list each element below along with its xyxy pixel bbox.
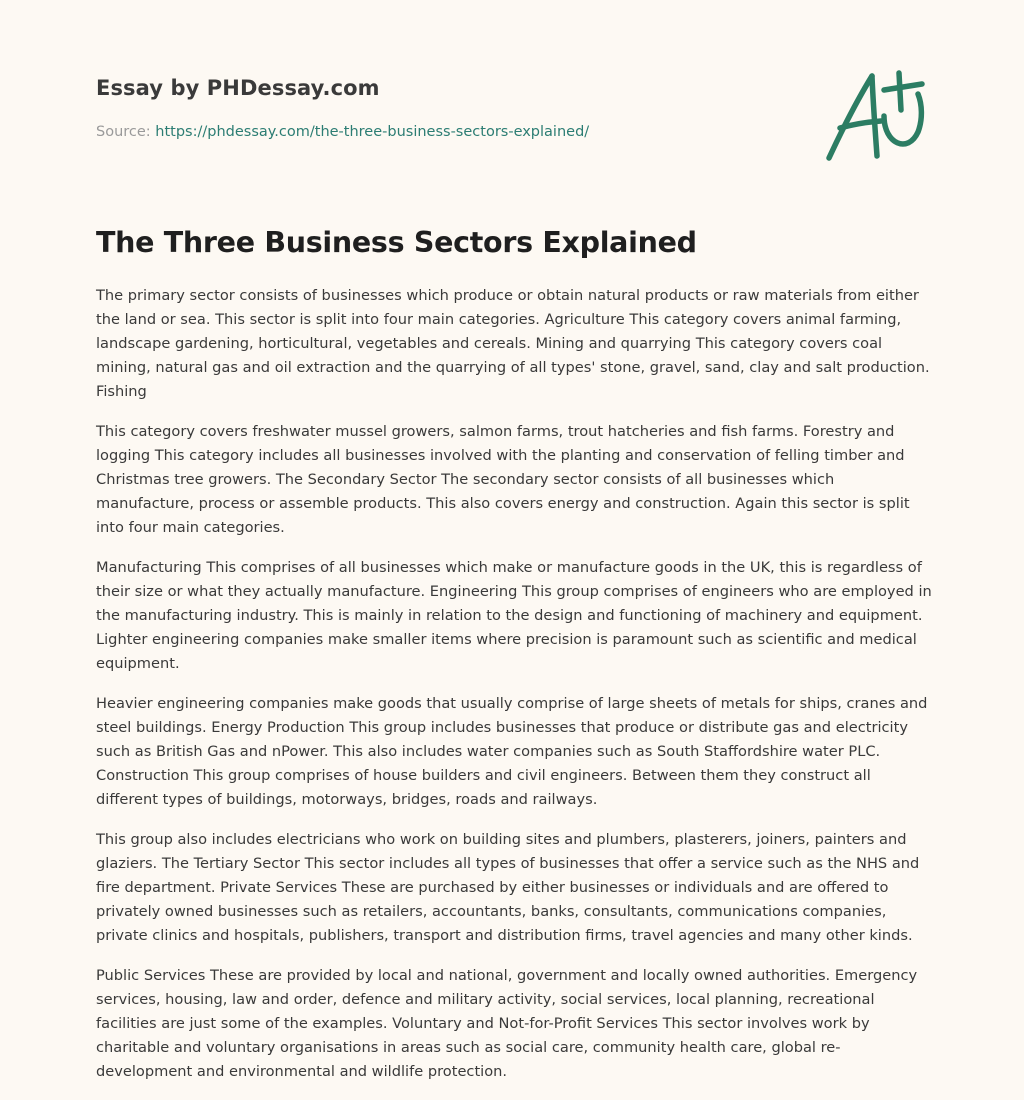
- source-link[interactable]: https://phdessay.com/the-three-business-sectors-explained/: [155, 124, 590, 140]
- a-plus-icon: [818, 66, 930, 166]
- source-label: Source:: [96, 124, 151, 140]
- essay-paragraph: Manufacturing This comprises of all businesses which make or manufacture goods in the UK, this is regardless of their size or what they actually manufacture. Engineering This group comprises of engineers who are employed in the manufacturing industry. This is mainly in relation to the design and functioning of machinery and equipment. Lighter engineering companies make smaller items where precision is paramount such as scientific and medical equipment.: [96, 559, 932, 672]
- essay-title: The Three Business Sectors Explained: [96, 226, 697, 259]
- essay-paragraph: Public Services These are provided by local and national, government and locally owned authorities. Emergency services, housing, law and order, defence and military activity, social services, local planning, recreational facilities are just some of the examples. Voluntary and Not-for-Profit Services This sector involves work by charitable and voluntary organisations in areas such as social care, community health care, global re-development and environmental and wildlife protection.: [96, 967, 918, 1080]
- essay-body: [96, 284, 932, 1100]
- source-line: [96, 124, 589, 140]
- essay-paragraph: The primary sector consists of businesses which produce or obtain natural products or raw materials from either the land or sea. This sector is split into four main categories. Agriculture This category covers animal farming, landscape gardening, horticultural, vegetables and cereals. Mining and quarrying This category covers coal mining, natural gas and oil extraction and the quarrying of all types' stone, gravel, sand, clay and salt production. Fishing: [96, 287, 930, 400]
- essay-paragraph: This group also includes electricians who work on building sites and plumbers, plasterers, joiners, painters and glaziers. The Tertiary Sector This sector includes all types of businesses that offer a service such as the NHS and fire department. Private Services These are purchased by either businesses or individuals and are offered to privately owned businesses such as retailers, accountants, banks, consultants, communications companies, private clinics and hospitals, publishers, transport and distribution firms, travel agencies and many other kinds.: [96, 831, 920, 944]
- essay-paragraph: Heavier engineering companies make goods that usually comprise of large sheets of metals for ships, cranes and steel buildings. Energy Production This group includes businesses that produce or distribute gas and electricity such as British Gas and nPower. This also includes water companies such as South Staffordshire water PLC. Construction This group comprises of house builders and civil engineers. Between them they construct all different types of buildings, motorways, bridges, roads and railways.: [96, 695, 928, 808]
- essay-paragraph: This category covers freshwater mussel growers, salmon farms, trout hatcheries and fish farms. Forestry and logging This category includes all businesses involved with the planting and conservation of felling timber and Christmas tree growers. The Secondary Sector The secondary sector consists of all businesses which manufacture, process or assemble products. This also covers energy and construction. Again this sector is split into four main categories.: [96, 423, 910, 536]
- site-title: Essay by PHDessay.com: [96, 76, 380, 100]
